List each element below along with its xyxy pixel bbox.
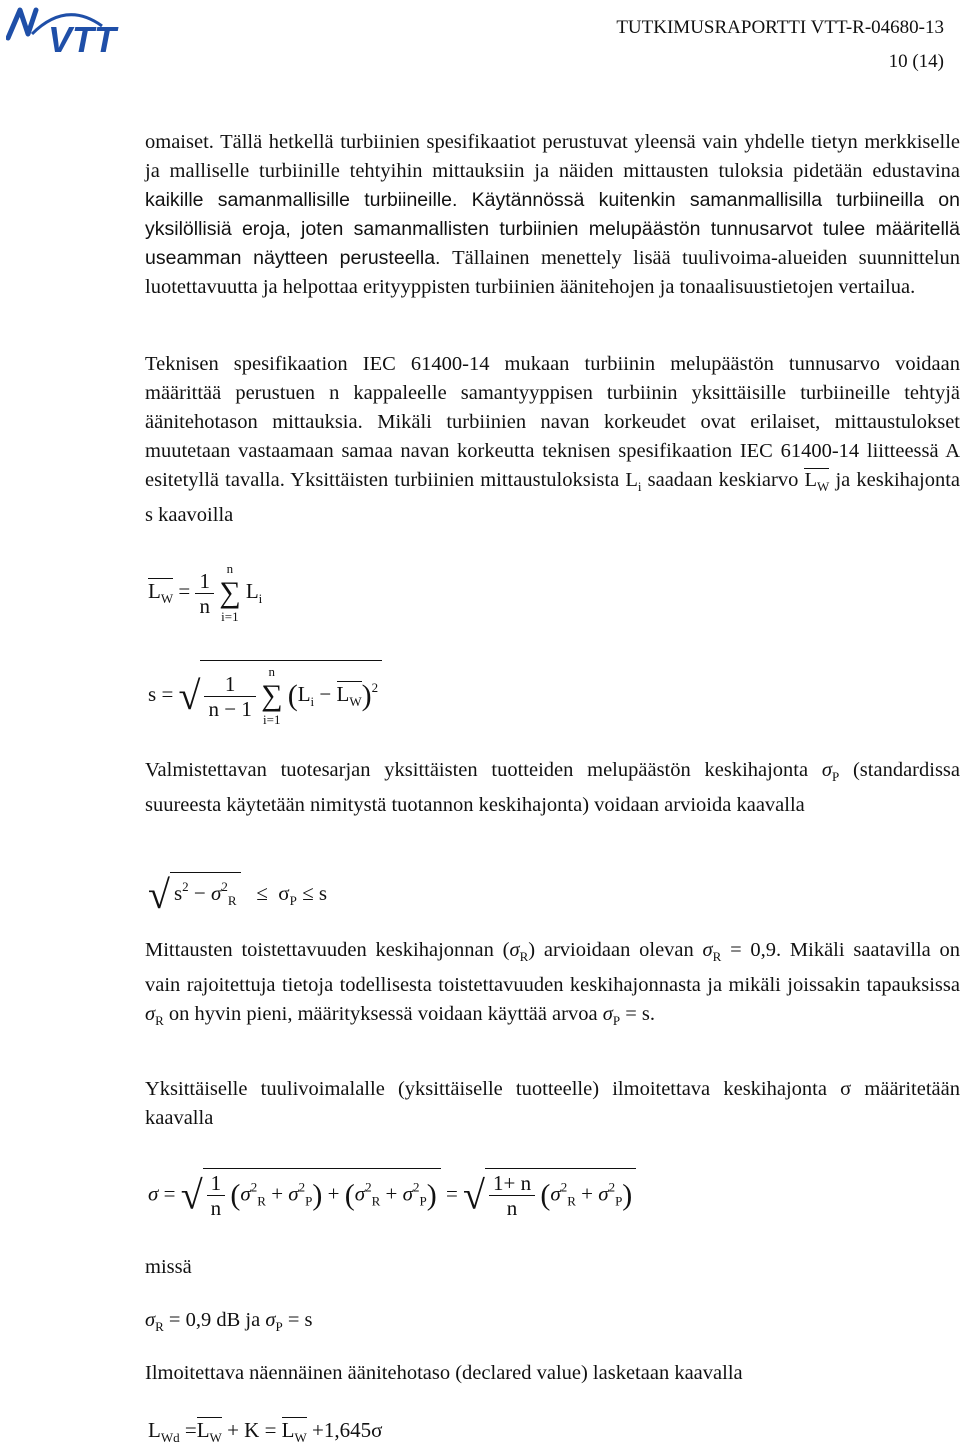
- formula-inequality: [148, 872, 328, 918]
- formula-declared: [148, 1418, 382, 1450]
- formula-sigma-sr2-sub: R: [371, 1193, 381, 1209]
- formula-declared-tail: +1,645σ: [312, 1418, 383, 1442]
- formula-mean-l: L: [148, 578, 161, 603]
- formula-inequality-le1: ≤: [256, 881, 268, 905]
- formula-inequality-s: s: [173, 881, 183, 905]
- paragraph-4-sub2: R: [712, 949, 722, 964]
- formula-mean: [148, 560, 262, 626]
- formula-stddev-frac: [204, 672, 255, 721]
- formula-stddev-sum-sym: ∑: [261, 679, 283, 712]
- formula-sigma-plus4: +: [581, 1181, 593, 1206]
- paragraph-2-sub-i: i: [637, 479, 642, 494]
- paragraph-2-lw-l: L: [804, 469, 818, 491]
- formula-mean-li: L: [245, 578, 259, 603]
- formula-declared-lw2: [281, 1417, 307, 1445]
- paragraph-1: [145, 128, 960, 302]
- paragraph-2-lw-sub: W: [817, 479, 830, 494]
- formula-declared-wd: Wd: [160, 1430, 180, 1445]
- formula-declared-lw2-w: W: [294, 1430, 307, 1445]
- paragraph-1-text-sans: kaikille samanmallisille turbiineille. Käytännössä kuitenkin samanmallisilla turbiineilla on yksilöllisiä eroja, joten samanmallisten turbiinien melupäästön tunnusarvot tulee määritellä useamman näytteen perusteella.: [145, 189, 960, 269]
- formula-sigma-sp3: σ: [598, 1181, 609, 1206]
- formula-sigma-plus2: +: [327, 1181, 340, 1206]
- formula-sigma-plus3: +: [385, 1181, 398, 1206]
- formula-sigma-sr3: σ: [550, 1181, 561, 1206]
- formula-sigma-frac2-den: n: [506, 1196, 518, 1220]
- formula-inequality-sigmap: σ: [278, 881, 290, 905]
- formula-mean-w: W: [160, 590, 174, 606]
- formula-stddev-root: [200, 660, 382, 729]
- formula-inequality-s2: s: [318, 881, 328, 905]
- formula-mean-sum-top: n: [226, 561, 234, 576]
- paragraph-4-sigma1: σ: [509, 939, 520, 961]
- vtt-logo: [6, 4, 166, 56]
- formula-stddev-minus: −: [319, 681, 332, 706]
- formula-sigma-sp2: σ: [402, 1181, 413, 1206]
- formula-mean-frac: [195, 569, 214, 618]
- formula-declared-lw2-l: L: [281, 1418, 295, 1442]
- formula-stddev-lw-w: W: [349, 693, 362, 709]
- paragraph-5: [145, 1075, 960, 1133]
- formula-sigma-frac1-num: 1: [207, 1171, 226, 1196]
- paragraph-4: [145, 936, 960, 1035]
- formula-sigma-sp1-exp: 2: [298, 1179, 306, 1195]
- formula-declared-eq1: =: [184, 1418, 197, 1442]
- formula-declared-eq2: =: [264, 1418, 277, 1442]
- formula-sigma-root2: [485, 1168, 636, 1220]
- paragraph-2-lw: [804, 468, 830, 494]
- paragraph-4-sigma3: σ: [145, 1003, 156, 1025]
- sqrt-icon: √: [178, 673, 201, 718]
- paragraph-4-sub1: R: [519, 949, 529, 964]
- paragraph-8: [145, 1359, 960, 1388]
- paragraph-2-text-c: ja keskihajonta s kaavoilla: [145, 469, 960, 526]
- formula-stddev-sum: [261, 663, 282, 729]
- close-paren-icon-2: ): [312, 1178, 323, 1212]
- formula-stddev-exp: 2: [371, 679, 379, 695]
- formula-sigma-frac1: [207, 1171, 226, 1220]
- formula-declared-lw-l: L: [196, 1418, 210, 1442]
- open-paren-icon-4: (: [540, 1178, 551, 1212]
- formula-sigma-sr2: σ: [354, 1181, 366, 1206]
- formula-stddev-lw-l: L: [336, 681, 350, 706]
- paragraph-3-text-a: Valmistettavan tuotesarjan yksittäisten tuotteiden melupäästön keskihajonta: [145, 759, 822, 781]
- formula-inequality-exp1: 2: [182, 879, 189, 894]
- formula-sigma-frac1-den: n: [210, 1196, 222, 1220]
- open-paren-icon-3: (: [344, 1178, 355, 1212]
- formula-sigma-sr3-exp: 2: [560, 1179, 568, 1195]
- paragraph-4-text-b: ) arvioidaan olevan: [528, 939, 703, 961]
- formula-mean-eq: =: [178, 578, 191, 603]
- close-paren-icon: ): [361, 679, 372, 712]
- paragraph-1-text-a: omaiset. Tällä hetkellä turbiinien spesifikaatiot perustuvat yleensä vain yhdelle tietyn merkkiselle ja malliselle turbiinille tehtyihin mittauksiin ja näiden mittausten tuloksia pidetään edustavina: [145, 131, 960, 182]
- formula-stddev-eq: =: [161, 681, 174, 706]
- paragraph-2-text-b: saadaan keskiarvo: [641, 469, 805, 491]
- close-paren-icon-3: ): [426, 1178, 437, 1212]
- formula-sigma-sp3-sub: P: [615, 1193, 623, 1209]
- formula-inequality-minus: −: [193, 881, 206, 905]
- formula-mean-num: 1: [195, 569, 214, 594]
- paragraph-2: [145, 350, 960, 530]
- vtt-logo-icon: [6, 4, 166, 56]
- formula-inequality-exp2: 2: [221, 879, 228, 894]
- formula-inequality-p: P: [289, 893, 297, 908]
- formula-declared-lw-w: W: [209, 1430, 222, 1445]
- formula-mean-sum-bottom: i=1: [221, 609, 239, 624]
- formula-stddev-den: n − 1: [208, 696, 252, 721]
- formula-sigma-eq2: =: [445, 1181, 458, 1206]
- formula-sigma-sr2-exp: 2: [365, 1179, 372, 1195]
- formula-mean-den: n: [199, 593, 210, 618]
- formula-inequality-sigma: σ: [210, 881, 222, 905]
- paragraph-7-sub1: R: [155, 1319, 164, 1334]
- formula-stddev-l: L: [297, 681, 311, 706]
- open-paren-icon: (: [287, 679, 298, 712]
- formula-declared-plus: +: [227, 1418, 239, 1442]
- formula-sigma-sr3-sub: R: [567, 1193, 576, 1209]
- paragraph-7-sigma1: σ: [145, 1309, 156, 1331]
- paragraph-5-text: Yksittäiselle tuulivoimalalle (yksittäiselle tuotteelle) ilmoitettava keskihajonta σ määritetään kaavalla: [145, 1078, 960, 1129]
- paragraph-2-text-a: Teknisen spesifikaation IEC 61400-14 mukaan turbiinin melupäästön tunnusarvo voidaan määrittää perustuen n kappaleelle samantyyppisen turbiinin yksittäisille turbiineille tehtyjä äänitehotason mittauksia. Mikäli turbiinien navan korkeudet ovat erilaiset, mittaustulokset muutetaan vastaamaan samaa navan korkeutta teknisen spesifikaation IEC 61400-14 liitteessä A esitetyllä tavalla. Yksittäisten turbiinien mittaustuloksista L: [145, 353, 960, 491]
- formula-sigma-sp1-sub: P: [305, 1193, 313, 1209]
- formula-mean-li-sub: i: [258, 590, 263, 606]
- paragraph-6-text: missä: [145, 1256, 192, 1278]
- formula-sigma-frac2-num: 1+ n: [489, 1171, 535, 1196]
- formula-inequality-r: R: [227, 893, 237, 908]
- formula-stddev-num: 1: [204, 672, 255, 697]
- paragraph-4-sub3: R: [155, 1013, 164, 1028]
- paragraph-1-text-b: Tällainen menettely lisää tuulivoima-alueiden suunnittelun luotettavuutta ja helpottaa erityyppisten turbiinien äänitehojen ja tonaalisuustietojen vertailua.: [145, 247, 960, 298]
- vtt-logo-text: VTT: [48, 19, 116, 56]
- formula-declared-lw: [196, 1417, 222, 1445]
- formula-sigma-sp2-exp: 2: [412, 1179, 420, 1195]
- report-id: TUTKIMUSRAPORTTI VTT-R-04680-13: [616, 17, 944, 38]
- formula-sigma-sp3-exp: 2: [608, 1179, 616, 1195]
- formula-inequality-root: [170, 872, 241, 913]
- formula-sigma-frac2: [489, 1171, 535, 1220]
- formula-sigma-root1: [203, 1168, 441, 1220]
- paragraph-3-sub: P: [831, 769, 840, 784]
- sqrt-icon-3: √: [180, 1172, 203, 1218]
- formula-sigma-sp1: σ: [288, 1181, 299, 1206]
- formula-sigma-lhs: σ: [148, 1181, 159, 1206]
- formula-mean-lw: [148, 578, 174, 606]
- formula-inequality-le2: ≤: [302, 881, 314, 905]
- paragraph-4-text-e: = s.: [620, 1003, 655, 1025]
- formula-stddev-sum-bottom: i=1: [263, 712, 281, 727]
- paragraph-7: [145, 1306, 960, 1341]
- paragraph-4-sigma4: σ: [602, 1003, 613, 1025]
- paragraph-4-text-a: Mittausten toistettavuuden keskihajonnan (: [145, 939, 510, 961]
- formula-sigma-sp2-sub: P: [419, 1193, 427, 1209]
- formula-declared-l: L: [148, 1418, 161, 1442]
- paragraph-6: [145, 1253, 960, 1282]
- paragraph-4-text-d: on hyvin pieni, määrityksessä voidaan käyttää arvoa: [163, 1003, 603, 1025]
- open-paren-icon-2: (: [230, 1178, 241, 1212]
- formula-mean-sum: [219, 560, 240, 626]
- formula-stddev-s: s: [148, 681, 157, 706]
- paragraph-7-text-a: = 0,9 dB ja: [163, 1309, 266, 1331]
- formula-sigma-sr1-exp: 2: [250, 1179, 258, 1195]
- formula-declared-k: K: [244, 1418, 260, 1442]
- formula-sigma-sr1-sub: R: [257, 1193, 266, 1209]
- paragraph-4-sigma2: σ: [702, 939, 713, 961]
- formula-sigma: [148, 1168, 636, 1220]
- formula-sigma-plus1: +: [271, 1181, 284, 1206]
- formula-sigma-eq1: =: [163, 1181, 176, 1206]
- paragraph-4-sub4: P: [612, 1013, 621, 1028]
- formula-stddev: [148, 660, 382, 729]
- paragraph-7-text-b: = s: [282, 1309, 313, 1331]
- paragraph-3-text-b: (standardissa suureesta käytetään nimitystä tuotannon keskihajonta) voidaan arvioida kaavalla: [145, 759, 960, 816]
- page-number: 10 (14): [888, 51, 944, 72]
- formula-stddev-i: i: [310, 693, 315, 709]
- paragraph-4-text-c: = 0,9. Mikäli saatavilla on vain rajoitettuja tietoja todellisesta toistettavuuden keskihajonnasta ja mikäli joissakin tapauksissa: [145, 939, 960, 996]
- formula-mean-sum-sym: ∑: [219, 576, 241, 609]
- formula-sigma-sr1: σ: [240, 1181, 251, 1206]
- paragraph-3: [145, 756, 960, 820]
- formula-stddev-sum-top: n: [268, 664, 276, 679]
- formula-stddev-lw: [336, 681, 362, 709]
- paragraph-7-sub2: P: [275, 1319, 283, 1334]
- sqrt-icon-4: √: [463, 1172, 485, 1218]
- sqrt-icon-2: √: [148, 872, 170, 918]
- paragraph-7-sigma2: σ: [265, 1309, 276, 1331]
- close-paren-icon-4: ): [622, 1178, 633, 1212]
- paragraph-3-sigma: σ: [821, 759, 832, 781]
- paragraph-8-text: Ilmoitettava näennäinen äänitehotaso (declared value) lasketaan kaavalla: [145, 1362, 743, 1384]
